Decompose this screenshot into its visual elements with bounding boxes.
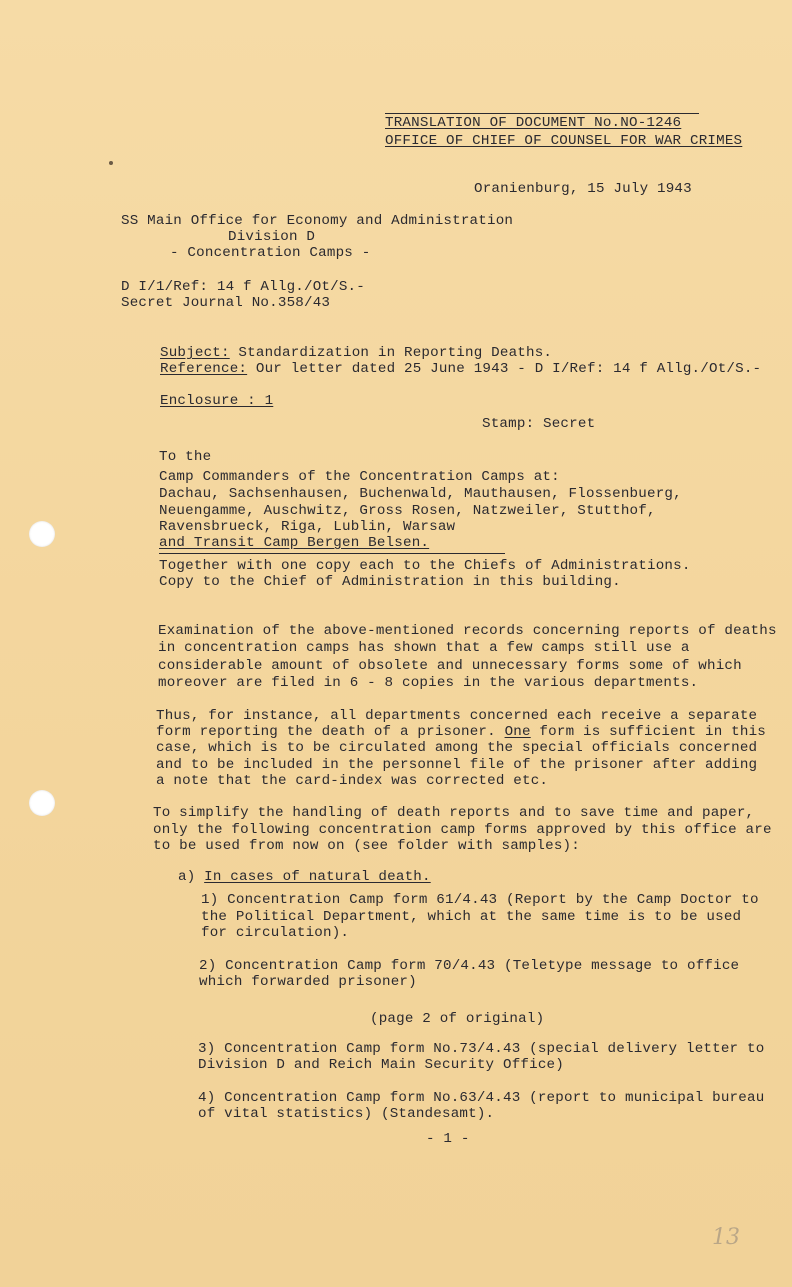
para3-line-2: only the following concentration camp forms approved by this office are (153, 822, 772, 838)
sender-line-3: - Concentration Camps - (170, 245, 371, 261)
para2-line-5: a note that the card-index was corrected etc. (156, 773, 549, 789)
item-1-line-2: the Political Department, which at the same time is to be used (201, 909, 742, 925)
item-4-line-2: of vital statistics) (Standesamt). (198, 1106, 495, 1122)
recipients-line-5: Ravensbrueck, Riga, Lublin, Warsaw (159, 519, 456, 535)
item-3-line-1: 3) Concentration Camp form No.73/4.43 (special delivery letter to (198, 1041, 765, 1057)
para2-line-2b: form is sufficient in this (530, 724, 766, 740)
item-1-line-1: 1) Concentration Camp form 61/4.43 (Report by the Camp Doctor to (201, 892, 759, 908)
header-line-1: TRANSLATION OF DOCUMENT No.NO-1246 (385, 115, 682, 131)
page-2-note: (page 2 of original) (370, 1011, 545, 1027)
section-a-heading (178, 869, 431, 885)
para2-line-1: Thus, for instance, all departments concerned each receive a separate (156, 708, 758, 724)
recipients-line-1: To the (159, 449, 212, 465)
header-rule-top (385, 113, 699, 114)
item-2-line-2: which forwarded prisoner) (199, 974, 417, 990)
para3-line-1: To simplify the handling of death reports and to save time and paper, (153, 805, 755, 821)
reference-label: Reference: (160, 361, 248, 377)
reference-line (160, 361, 761, 377)
punch-hole-top (29, 521, 55, 547)
letter-date: Oranienburg, 15 July 1943 (474, 181, 692, 197)
ink-speck (109, 161, 113, 165)
section-a-title: In cases of natural death. (204, 869, 431, 885)
subject-text: Standardization in Reporting Deaths. (229, 345, 553, 361)
section-a-prefix: a) (178, 869, 205, 885)
enclosure-line: Enclosure : 1 (160, 393, 274, 409)
header-line-2: OFFICE OF CHIEF OF COUNSEL FOR WAR CRIMES (385, 133, 743, 149)
item-1-line-3: for circulation). (201, 925, 350, 941)
subject-line (160, 345, 552, 361)
para2-emphasis-one: One (504, 724, 531, 740)
para1-line-1: Examination of the above-mentioned records concerning reports of deaths (158, 623, 777, 639)
para2-line-4: and to be included in the personnel file of the prisoner after adding (156, 757, 758, 773)
pencil-page-mark: 13 (712, 1225, 740, 1250)
para2-line-2 (156, 724, 766, 740)
recipients-line-7: Together with one copy each to the Chiefs of Administrations. (159, 558, 691, 574)
recipients-line-4: Neuengamme, Auschwitz, Gross Rosen, Natzweiler, Stutthof, (159, 503, 656, 519)
para2-line-3: case, which is to be circulated among the special officials concerned (156, 740, 758, 756)
para1-line-3: considerable amount of obsolete and unnecessary forms some of which (158, 658, 742, 674)
item-2-line-1: 2) Concentration Camp form 70/4.43 (Teletype message to office (199, 958, 740, 974)
recipients-line-2: Camp Commanders of the Concentration Camps at: (159, 469, 560, 485)
para1-line-2: in concentration camps has shown that a few camps still use a (158, 640, 690, 656)
para2-line-2a: form reporting the death of a prisoner. (156, 724, 505, 740)
recipients-line-6: and Transit Camp Bergen Belsen. (159, 535, 430, 551)
recipients-divider (159, 553, 505, 554)
recipients-line-8: Copy to the Chief of Administration in this building. (159, 574, 621, 590)
recipients-line-3: Dachau, Sachsenhausen, Buchenwald, Mauthausen, Flossenbuerg, (159, 486, 682, 502)
secret-journal-number: Secret Journal No.358/43 (121, 295, 331, 311)
sender-line-1: SS Main Office for Economy and Administration (121, 213, 514, 229)
item-4-line-1: 4) Concentration Camp form No.63/4.43 (report to municipal bureau (198, 1090, 765, 1106)
stamp-note: Stamp: Secret (482, 416, 596, 432)
para1-line-4: moreover are filed in 6 - 8 copies in the various departments. (158, 675, 699, 691)
reference-code: D I/1/Ref: 14 f Allg./Ot/S.- (121, 279, 365, 295)
sender-line-2: Division D (228, 229, 316, 245)
reference-text: Our letter dated 25 June 1943 - D I/Ref: 14 f Allg./Ot/S.- (247, 361, 762, 377)
item-3-line-2: Division D and Reich Main Security Office) (198, 1057, 564, 1073)
punch-hole-bottom (29, 790, 55, 816)
para3-line-3: to be used from now on (see folder with samples): (153, 838, 580, 854)
subject-label: Subject: (160, 345, 230, 361)
page-number: - 1 - (426, 1131, 470, 1147)
